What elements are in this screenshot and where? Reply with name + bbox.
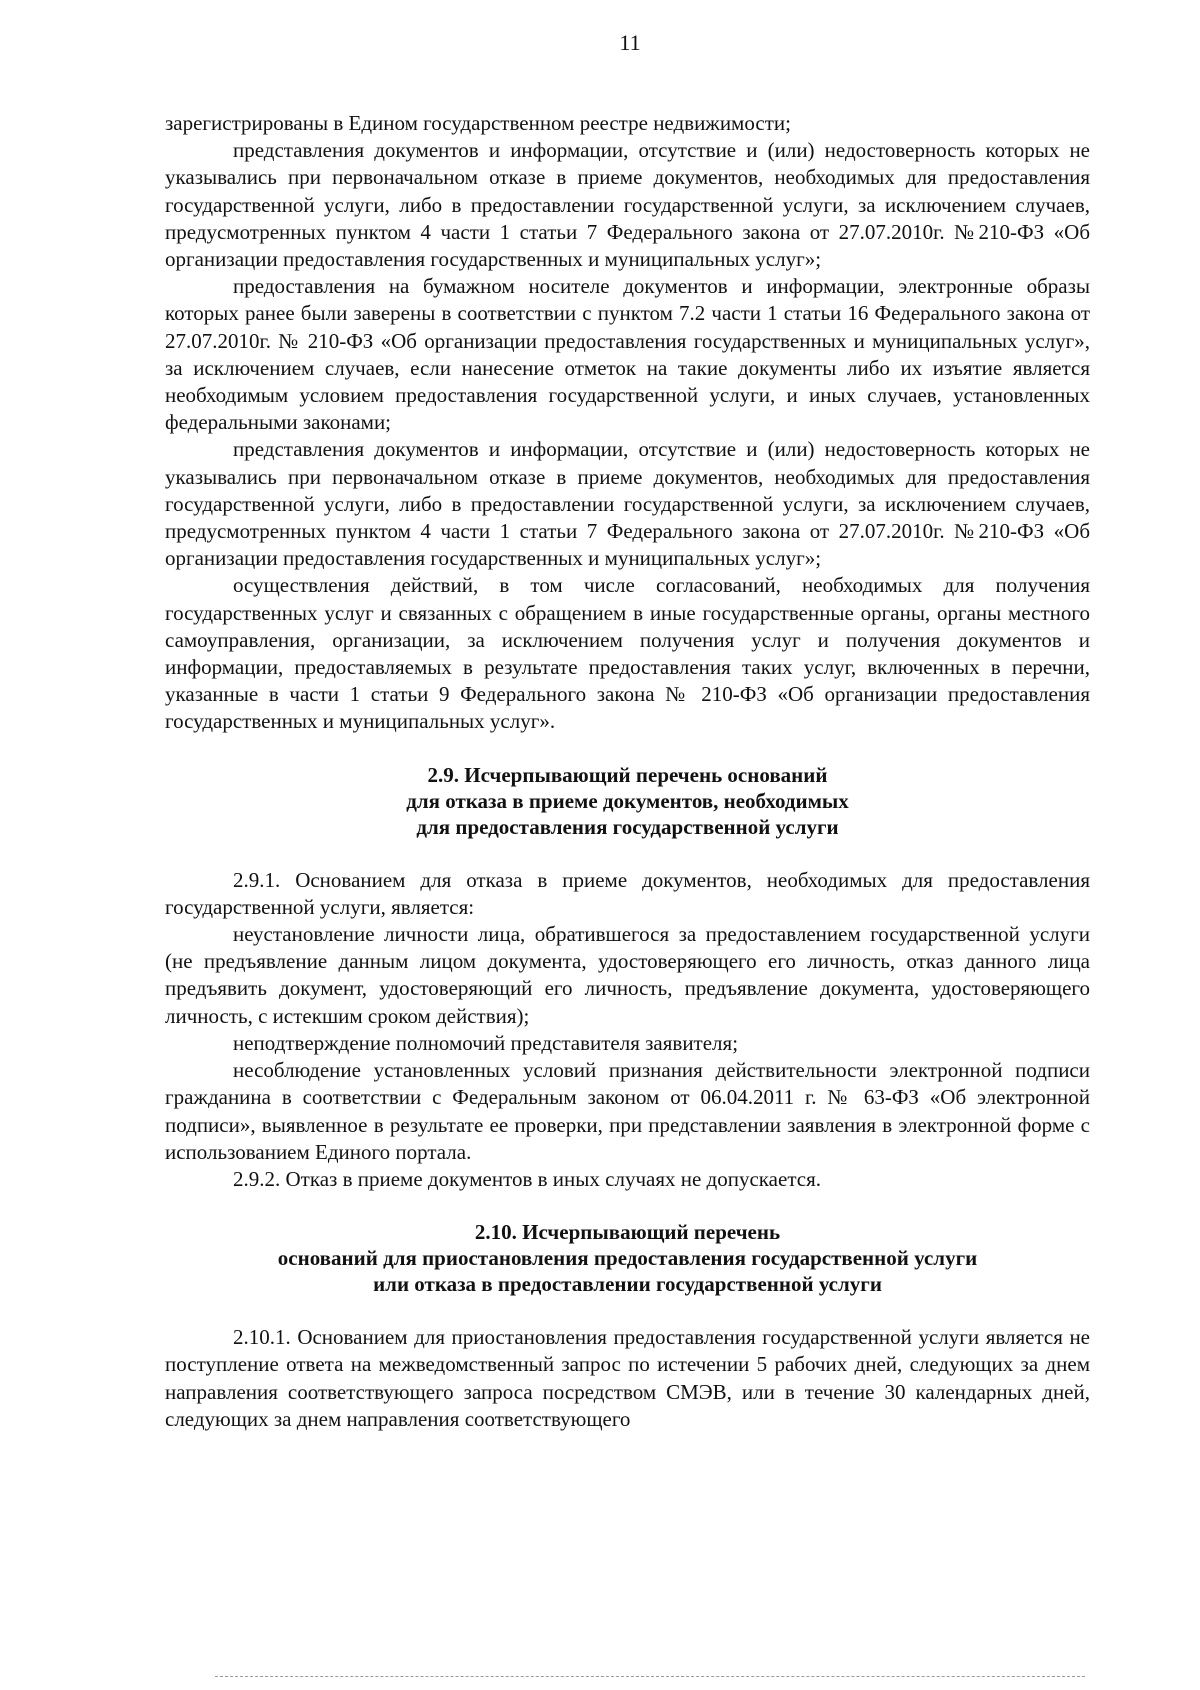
- heading-line: оснований для приостановления предоставления государственной услуги: [277, 1246, 978, 1271]
- paragraph: осуществления действий, в том числе согласований, необходимых для получения государственных услуг и связанных с обращением в иные государственные органы, органы местного самоуправления, организации, за исключением получения услуг и получения документов и информации, предоставляемых в результате предоставления таких услуг, включенных в перечни, указанные в части 1 статьи 9 Федерального закона № 210-ФЗ «Об организации предоставления государственных и муниципальных услуг».: [165, 573, 1090, 734]
- paragraph: 2.9.2. Отказ в приеме документов в иных случаях не допускается.: [233, 1166, 821, 1191]
- section-heading-2-9: [165, 762, 1090, 840]
- paragraph: неустановление личности лица, обратившегося за предоставлением государственной услуги (не предъявление данным лицом документа, удостоверяющего его личность, отказ данного лица предъявить документ, удостоверяющий его личность, предъявление документа, удостоверяющего личность, с истекшим сроком действия);: [165, 922, 1090, 1028]
- heading-line: 2.10. Исчерпывающий перечень: [474, 1220, 781, 1245]
- paragraph: неподтверждение полномочий представителя заявителя;: [233, 1030, 739, 1055]
- paragraph: 2.10.1. Основанием для приостановления предоставления государственной услуги является не поступление ответа на межведомственный запрос по истечении 5 рабочих дней, следующих за днем направления соответствующего запроса посредством СМЭВ, или в течение 30 календарных дней, следующих за днем направления соответствующего: [165, 1325, 1090, 1431]
- section-heading-2-10: [165, 1219, 1090, 1297]
- paragraph: зарегистрированы в Едином государственном реестре недвижимости;: [165, 111, 791, 135]
- paragraph: 2.9.1. Основанием для отказа в приеме документов, необходимых для предоставления государственной услуги, является:: [165, 867, 1090, 919]
- paragraph: представления документов и информации, отсутствие и (или) недостоверность которых не указывались при первоначальном отказе в приеме документов, необходимых для предоставления государственной услуги, либо в предоставлении государственной услуги, за исключением случаев, предусмотренных пунктом 4 части 1 статьи 7 Федерального закона от 27.07.2010г. №210-ФЗ «Об организации предоставления государственных и муниципальных услуг»;: [165, 138, 1090, 272]
- heading-line: или отказа в предоставлении государственной услуги: [373, 1272, 882, 1297]
- page-number: 11: [619, 30, 641, 55]
- heading-line: 2.9. Исчерпывающий перечень оснований: [427, 762, 828, 787]
- paragraph: несоблюдение установленных условий признания действительности электронной подписи гражданина в соответствии с Федеральным законом от 06.04.2011 г. № 63-ФЗ «Об электронной подписи», выявленное в результате ее проверки, при представлении заявления в электронной форме с использованием Единого портала.: [165, 1058, 1090, 1164]
- paragraph: представления документов и информации, отсутствие и (или) недостоверность которых не указывались при первоначальном отказе в приеме документов, необходимых для предоставления государственной услуги, либо в предоставлении государственной услуги, за исключением случаев, предусмотренных пунктом 4 части 1 статьи 7 Федерального закона от 27.07.2010г. №210-ФЗ «Об организации предоставления государственных и муниципальных услуг»;: [165, 437, 1090, 571]
- document-body: [165, 110, 1090, 1433]
- page-bottom-rule: [215, 1676, 1085, 1677]
- heading-line: для отказа в приеме документов, необходимых: [406, 788, 849, 813]
- heading-line: для предоставления государственной услуги: [416, 814, 839, 839]
- paragraph: предоставления на бумажном носителе документов и информации, электронные образы которых ранее были заверены в соответствии с пунктом 7.2 части 1 статьи 16 Федерального закона от 27.07.2010г. № 210-ФЗ «Об организации предоставления государственных и муниципальных услуг», за исключением случаев, если нанесение отметок на такие документы либо их изъятие является необходимым условием предоставления государственной услуги, и иных случаев, установленных федеральными законами;: [165, 274, 1090, 435]
